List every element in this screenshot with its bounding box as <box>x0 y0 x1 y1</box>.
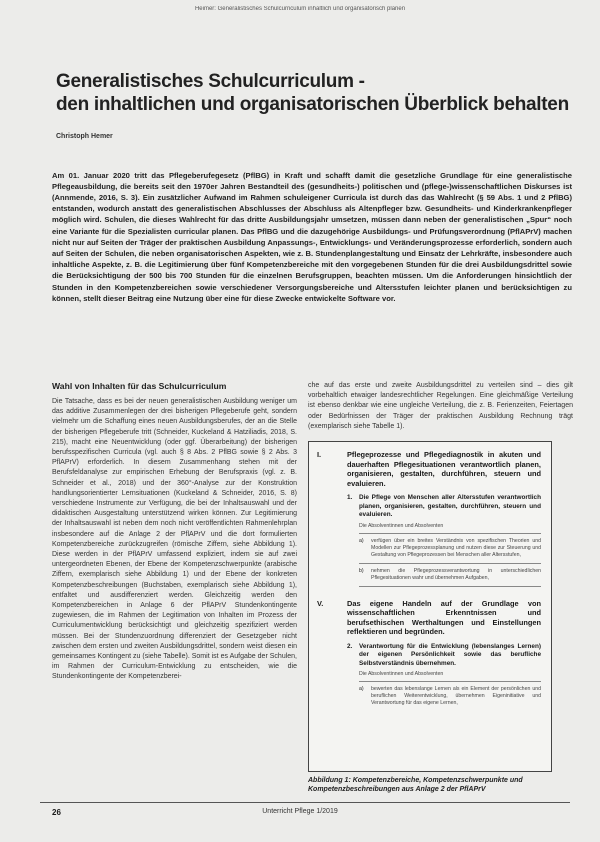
title-line-1: Generalistisches Schulcurriculum - <box>56 71 365 92</box>
figure-caption: Abbildung 1: Kompetenzbereiche, Kompetenzschwerpunkte und Kompetenzbeschreibungen aus Anlage 2 der PflAPrV <box>308 777 523 794</box>
description-text: verfügen über ein breites Verständnis von spezifischen Theorien und Modellen zur Pflegeprozessplanung und nutzen diese zur Steuerung und Gestaltung von Pflegeprozessen bei Menschen aller Altersstufen, <box>371 537 541 558</box>
competence-area-number: I. <box>317 450 322 460</box>
competence-description <box>359 568 541 582</box>
competence-focus <box>347 494 541 519</box>
journal-name: Unterricht Pflege 1/2019 <box>262 808 338 815</box>
right-column <box>308 381 573 799</box>
competence-description <box>359 538 541 559</box>
intro-paragraph: Am 01. Januar 2020 tritt das Pflegeberufegesetz (PflBG) in Kraft und schafft damit die gesetzliche Grundlage für eine generalistische Pflegeausbildung, die bereits seit den 1970er Jahren Bestandteil des (gesundheits-) politischen und (pflege-)wissenschaftlichen Diskurses ist (Annmende, 2016, S. 3). Ein zusätzlicher Aufwand im Rahmen schuleigener Curricula ist durch das das Wahlrecht (§ 59 Abs. 1 und 2 PflBG) entstanden, wodurch anstatt des generalistischen Abschlusses der Abschluss als Altenpfleger bzw. Gesundheits- und Kinderkrankenpfleger möglich wird. Schulen, die dieses Wahlrecht für das dritte Ausbildungsjahr umsetzen, müssen dann neben der generalistischen „Spur“ noch eine Variante für die Spezialisten curricular planen. Das PflBG und die dazugehörige Ausbildungs- und Prüfungsverordnung (PflAPrV) machen nicht nur auf Seiten der Träger der praktischen Ausbildung Anpassungs-, Entwicklungs- und Veränderungsprozesse erforderlich, sondern auch auf Seiten der Schulen, die neben organisatorischen Aspekten, wie z. B. Stundenplangestaltung und Einsatz der Lehrkräfte, insbesondere auch inhaltliche Aspekte, z. B. die Legitimierung über fünf Kompetenzbereiche mit den vorgegebenen Stunden für die drei Ausbildungsdrittel sowie die Berücksichtigung der 500 bis 700 Stunden für die einzelnen Berufsgruppen, beachten müssen. Um die Anforderungen hinsichtlich der Stunden in den Kompetenzbereichen sowie verschiedener Versorgungsbereiche und Altersstufen leichter planen und berücksichtigen zu können, stellt dieser Beitrag eine Nutzung über eine für diese Zwecke entwickelte Software vor. <box>52 170 572 303</box>
divider <box>359 681 541 682</box>
section-heading: Wahl von Inhalten für das Schulcurriculum <box>52 381 227 391</box>
right-body-text: che auf das erste und zweite Ausbildungsdrittel zu verteilen sind – dies gilt vorbehaltlich etwaiger landesrechtlicher Regelungen. Eine gleichmäßige Verteilung ist ebenso denkbar wie eine ungleiche Verteilung, die z. B. Ferienzeiten, Feiertagen oder Bedürfnissen der Träger der praktischen Ausbildung Rechnung trägt (exemplarisch siehe Tabelle 1). <box>308 382 573 430</box>
graduates-note: Die Absolventinnen und Absolventen <box>359 522 444 529</box>
description-letter: a) <box>359 686 364 693</box>
running-head: Heimer: Generalistisches Schulcurriculum inhaltlich und organisatorisch planen <box>194 6 406 12</box>
description-text: nehmen die Pflegeprozessverantwortung in unterschiedlichen Pflegesituationen wahr und übernehmen Aufgaben, <box>371 567 541 581</box>
title-line-2: den inhaltlichen und organisatorischen Überblick behalten <box>56 94 569 115</box>
competence-focus-number: 1. <box>347 494 353 502</box>
description-letter: a) <box>359 537 364 544</box>
divider <box>359 533 541 534</box>
description-letter: b) <box>359 567 364 574</box>
footer-rule <box>40 802 570 803</box>
graduates-note: Die Absolventinnen und Absolventen <box>359 671 444 678</box>
description-text: bewerten das lebenslange Lernen als ein Element der persönlichen und beruflichen Weiterentwicklung, übernehmen Eigeninitiative und Verantwortung für das eigene Lernen, <box>371 686 541 707</box>
competence-area-text: Das eigene Handeln auf der Grundlage von wissenschaftlichen Erkenntnissen und berufsethischen Werthaltungen und Einstellungen reflektieren und begründen. <box>347 598 541 637</box>
divider <box>359 563 541 564</box>
divider <box>359 586 541 587</box>
competence-area-text: Pflegeprozesse und Pflegediagnostik in akuten und dauerhaften Pflegesituationen verantwortlich planen, organisieren, gestalten, durchführen, steuern und evaluieren. <box>347 450 541 488</box>
page-number: 26 <box>52 808 61 817</box>
competence-focus-text: Verantwortung für die Entwicklung (lebenslanges Lernen) der eigenen Persönlichkeit sowie das berufliche Selbstverständnis übernehmen. <box>359 642 541 667</box>
article-title <box>56 70 576 116</box>
author: Christoph Hemer <box>56 133 113 140</box>
competence-focus <box>347 643 541 668</box>
left-body-text: Die Tatsache, dass es bei der neuen generalistischen Ausbildung weniger um das additive Zusammenlegen der drei bisherigen Pflegeberufe geht, sondern vielmehr um die Schaffung eines neuen Ausbildungsberufes, der an die Stelle der bisherigen Pflegeberufe tritt (Schneider, Kuckeland & Hatziliadis, 2018, S. 215), macht eine Neuentwicklung (oder ggf. Überarbeitung) der bisherigen berufsspezifischen Curricula (vgl. auch § 8 Abs. 2 PflBG sowie § 2 Abs. 3 PflAPrV) erforderlich. In diesem Zusammenhang stehen mit der Berufsfeldanalyse zur empirischen Erhebung der Berufspraxis (vgl. z. B. Schneider et al., 2018) und der 360°-Analyse zur der Konstruktion handlungsorientierter Lernsituationen (Kuckeland & Schneider, 2016, S. 8) verschiedene Instrumente zur Verfügung, die bei der Inhaltsauswahl und der didaktischen Ausgestaltung unterstützend wirken können. Zur Legitimierung der Inhaltsauswahl ist neben dem noch nicht veröffentlichten Rahmenlehrplan insbesondere auf die Anlage 2 der PflAPrV und die dort formulierten Kompetenzbereiche zurückzugreifen (römische Ziffern, siehe Abbildung 1). Diese werden in der PflAPrV umfassend expliziert, indem sie auf zwei untergeordneten Ebenen, der Ebene der Kompetenzschwerpunkte (arabische Ziffern, exemplarisch siehe Abbildung 1) und der Ebene der konkreten Kompetenzbeschreibungen (Buchstaben, exemplarisch siehe Abbildung 1), entfaltet und ausdifferenziert werden. Gleichzeitig werden den Kompetenzbereichen in Anlage 6 der PflAPrV Stundenkontingente zugewiesen, die im Rahmen der Legitimation von Inhalten im Prozess der Curriculumentwicklung berücksichtigt und gleichzeitig spezifiziert werden müssen. Bei der Stundenzuordnung differenziert der Gesetzgeber nicht zwischen dem ersten und zweiten Ausbildungsdrittel, sondern weist diesen ein gemeinsames Kontingent zu (siehe Tabelle). Somit ist es Aufgabe der Schulen, im Rahmen der Curriculum-Entwicklung zu entscheiden, wie die Stundenkontingente der Kompetenzberei- <box>52 398 297 681</box>
competence-focus-number: 2. <box>347 642 353 650</box>
competence-area-5 <box>317 599 541 637</box>
competence-description <box>359 686 541 707</box>
competence-area-number: V. <box>317 598 324 608</box>
figure-1 <box>308 441 552 772</box>
competence-area-1 <box>317 450 541 488</box>
competence-focus-text: Die Pflege von Menschen aller Altersstufen verantwortlich planen, organisieren, gestalten, durchführen, steuern und evaluieren. <box>359 494 541 519</box>
left-column <box>52 381 297 799</box>
